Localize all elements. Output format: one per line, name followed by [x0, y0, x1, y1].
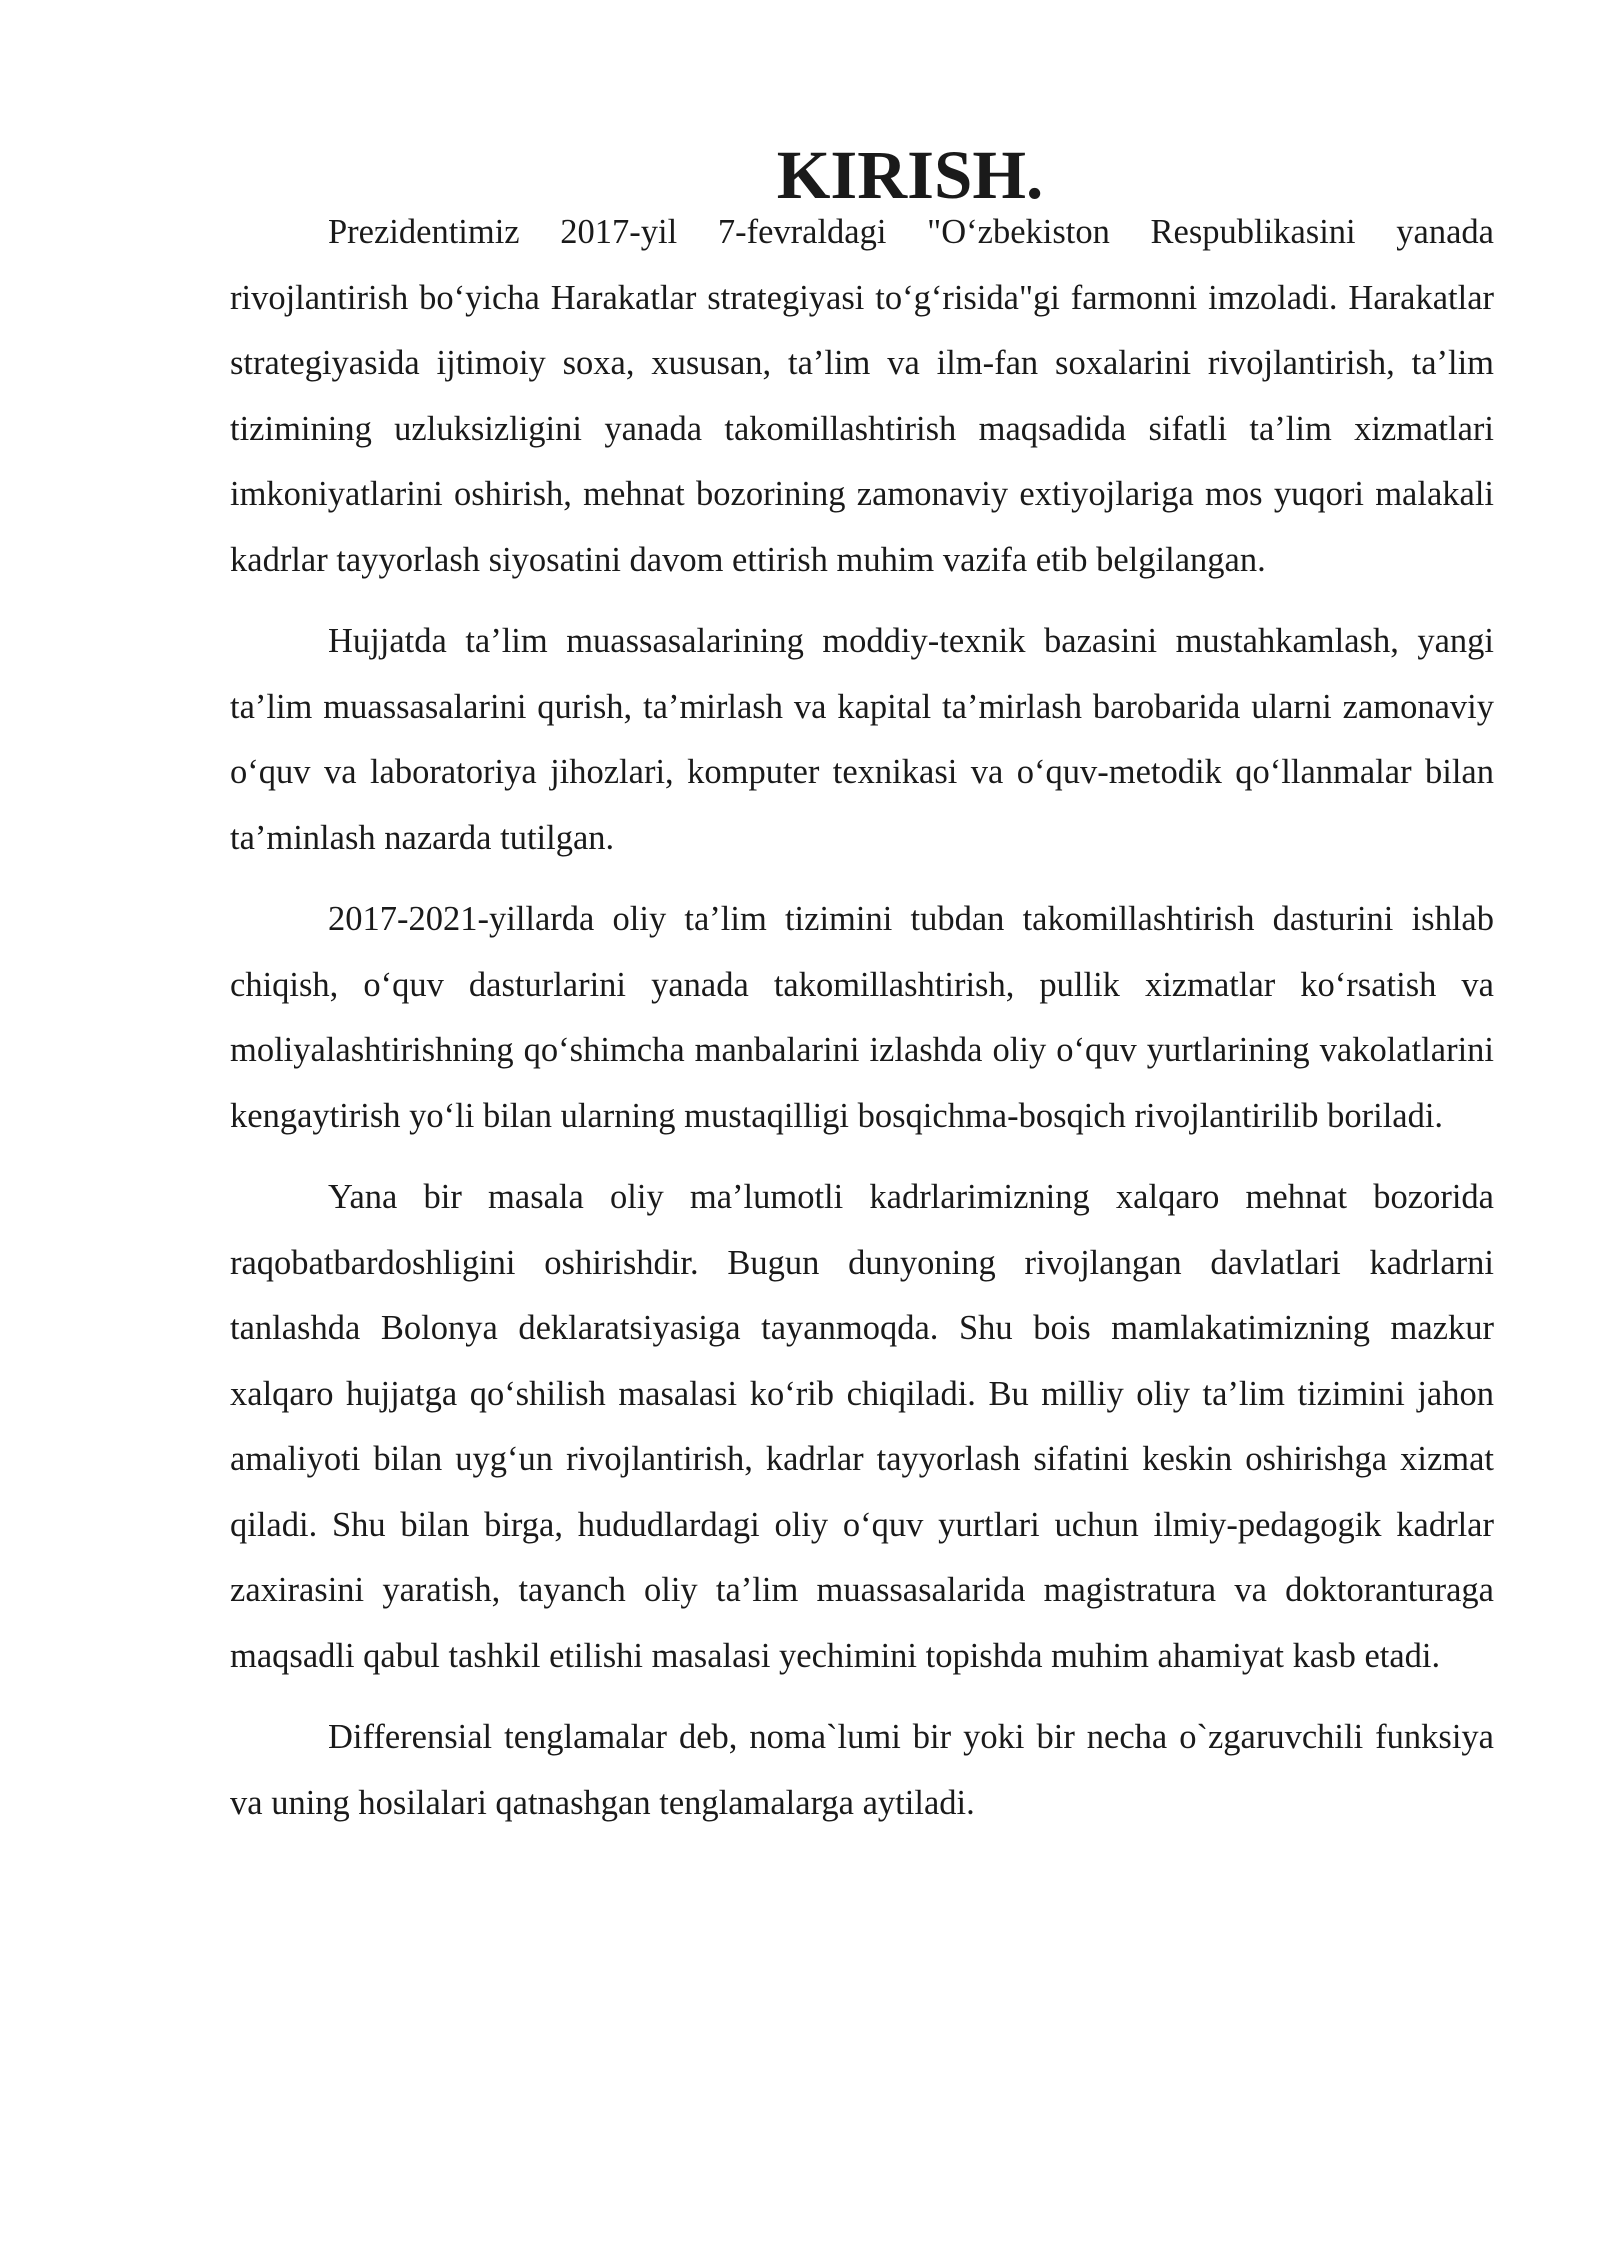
paragraph-higher-education: 2017-2021-yillarda oliy ta’lim tizimini tubdan takomillashtirish dasturini ishlab chiqish, o‘quv dasturlarini yanada takomillashtirish, pullik xizmatlar ko‘rsatish va moliyalashtirishning qo‘shimcha manbalarini izlashda oliy o‘quv yurtlarining vakolatlarini kengaytirish yo‘li bilan ularning mustaqilligi bosqichma-bosqich rivojlantirilib boriladi. — [230, 900, 1494, 1135]
document-title: KIRISH. — [776, 137, 1044, 213]
paragraph-infrastructure: Hujjatda ta’lim muassasalarining moddiy-texnik bazasini mustahkamlash, yangi ta’lim muassasalarini qurish, ta’mirlash va kapital ta’mirlash barobarida ularni zamonaviy o‘quv va laboratoriya jihozlari, komputer texnikasi va o‘quv-metodik qo‘llanmalar bilan ta’minlash nazarda tutilgan. — [230, 622, 1494, 857]
paragraph-differential-equations: Differensial tenglamalar deb, noma`lumi bir yoki bir necha o`zgaruvchili funksiya va uning hosilalari qatnashgan tenglamalarga aytiladi. — [230, 1718, 1494, 1822]
paragraph-bologna: Yana bir masala oliy ma’lumotli kadrlarimizning xalqaro mehnat bozorida raqobatbardoshligini oshirishdir. Bugun dunyoning rivojlangan davlatlari kadrlarni tanlashda Bolonya deklaratsiyasiga tayanmoqda. Shu bois mamlakatimizning mazkur xalqaro hujjatga qo‘shilish masalasi ko‘rib chiqiladi. Bu milliy oliy ta’lim tizimini jahon amaliyoti bilan uyg‘un rivojlantirish, kadrlar tayyorlash sifatini keskin oshirishga xizmat qiladi. Shu bilan birga, hududlardagi oliy o‘quv yurtlari uchun ilmiy-pedagogik kadrlar zaxirasini yaratish, tayanch oliy ta’lim muassasalarida magistratura va doktoranturaga maqsadli qabul tashkil etilishi masalasi yechimini topishda muhim ahamiyat kasb etadi. — [230, 1178, 1494, 1675]
paragraph-strategy: Prezidentimiz 2017-yil 7-fevraldagi "O‘zbekiston Respublikasini yanada rivojlantirish bo‘yicha Harakatlar strategiyasi to‘g‘risida"gi farmonni imzoladi. Harakatlar strategiyasida ijtimoiy soxa, xususan, ta’lim va ilm-fan soxalarini rivojlantirish, ta’lim tizimining uzluksizligini yanada takomillashtirish maqsadida sifatli ta’lim xizmatlari imkoniyatlarini oshirish, mehnat bozorining zamonaviy extiyojlariga mos yuqori malakali kadrlar tayyorlash siyosatini davom ettirish muhim vazifa etib belgilangan. — [230, 213, 1494, 579]
document-page — [230, 137, 1494, 1836]
